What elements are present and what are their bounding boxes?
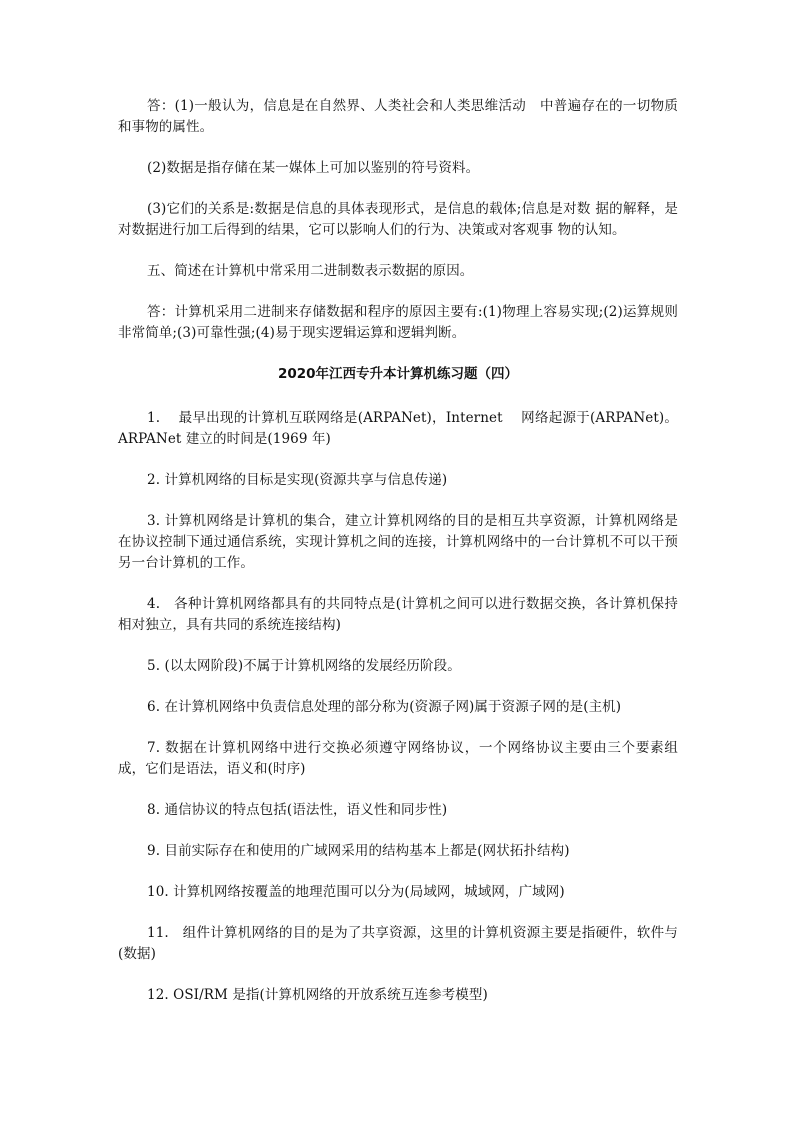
question-item: 2. 计算机网络的目标是实现(资源共享与信息传递)	[147, 472, 448, 488]
question-item: 3. 计算机网络是计算机的集合，建立计算机网络的目的是相互共享资源，计算机网络是在协议控制下通过通信系统，实现计算机之间的连接，计算机网络中的一台计算机不可以干预另一台计算机的工作。	[118, 513, 678, 571]
question-item: 8. 通信协议的特点包括(语法性，语义性和同步性)	[147, 802, 448, 818]
question-item: 1. 最早出现的计算机互联网络是(ARPANet)，Internet 网络起源于(ARPANet)。ARPANet 建立的时间是(1969 年)	[118, 410, 678, 447]
answer-paragraph: (3)它们的关系是:数据是信息的具体表现形式，是信息的载体;信息是对数 据的解释，是对数据进行加工后得到的结果，它可以影响人们的行为、决策或对客观事 物的认知。	[118, 201, 678, 238]
question-item: 12. OSI/RM 是指(计算机网络的开放系统互连参考模型)	[147, 987, 488, 1003]
answer-paragraph: 答：计算机采用二进制来存储数据和程序的原因主要有:(1)物理上容易实现;(2)运算规则非常简单;(3)可靠性强;(4)易于现实逻辑运算和逻辑判断。	[118, 304, 678, 341]
answer-paragraph: 答：(1)一般认为，信息是在自然界、人类社会和人类思维活动 中普遍存在的一切物质和事物的属性。	[118, 98, 678, 135]
question-item: 5. (以太网阶段)不属于计算机网络的发展经历阶段。	[147, 658, 461, 674]
question-item: 10. 计算机网络按覆盖的地理范围可以分为(局域网，城域网，广域网)	[147, 884, 565, 900]
question-item: 9. 目前实际存在和使用的广域网采用的结构基本上都是(网状拓扑结构)	[147, 843, 570, 859]
question-item: 11. 组件计算机网络的目的是为了共享资源，这里的计算机资源主要是指硬件，软件与(数据)	[118, 925, 678, 962]
section-title: 2020年江西专升本计算机练习题（四）	[277, 366, 519, 382]
question-heading: 五、简述在计算机中常采用二进制数表示数据的原因。	[147, 263, 474, 279]
document-page	[118, 96, 678, 1026]
question-item: 6. 在计算机网络中负责信息处理的部分称为(资源子网)属于资源子网的是(主机)	[147, 699, 622, 715]
answer-paragraph: (2)数据是指存储在某一媒体上可加以鉴别的符号资料。	[147, 160, 480, 176]
question-item: 7. 数据在计算机网络中进行交换必须遵守网络协议，一个网络协议主要由三个要素组成，它们是语法，语义和(时序)	[118, 740, 678, 777]
question-item: 4. 各种计算机网络都具有的共同特点是(计算机之间可以进行数据交换，各计算机保持相对独立，具有共同的系统连接结构)	[118, 596, 678, 633]
